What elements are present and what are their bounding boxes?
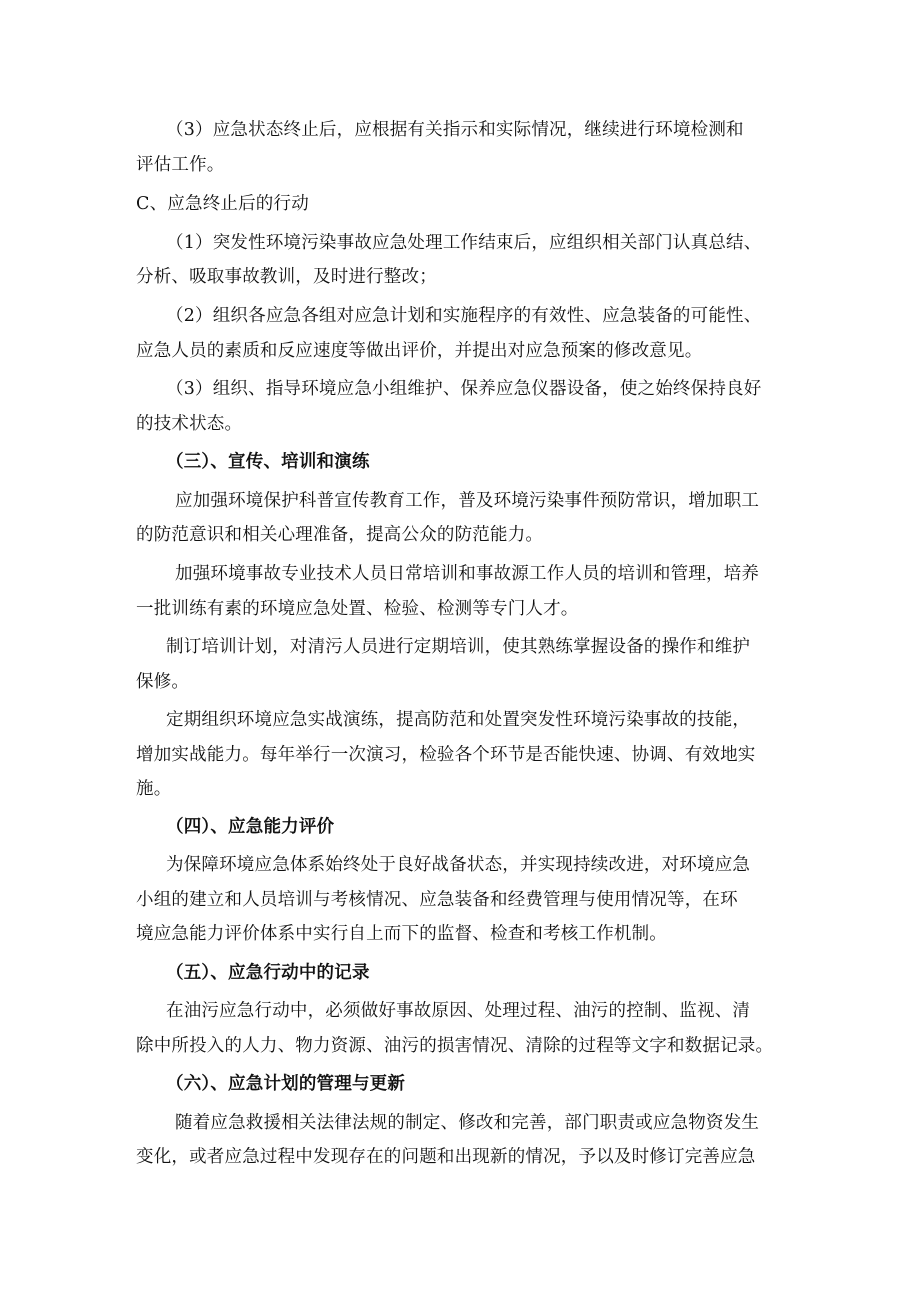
paragraph-line: 的技术状态。 (136, 414, 243, 434)
paragraph-line: 一批训练有素的环境应急处置、检验、检测等专门人才。 (136, 599, 579, 619)
paragraph-line: （1）突发性环境污染事故应急处理工作结束后，应组织相关部门认真总结、 (166, 233, 762, 253)
paragraph-line: 评估工作。 (136, 155, 225, 175)
paragraph-line: 保修。 (136, 672, 190, 692)
paragraph-line: 增加实战能力。每年举行一次演习，检验各个环节是否能快速、协调、有效地实 (136, 745, 756, 765)
section-heading: （四）、应急能力评价 (166, 817, 335, 837)
paragraph-line: 分析、吸取事故教训，及时进行整改； (136, 267, 437, 287)
paragraph-line: （3）组织、指导环境应急小组维护、保养应急仪器设备，使之始终保持良好 (166, 379, 762, 399)
section-heading: （六）、应急计划的管理与更新 (166, 1074, 406, 1094)
paragraph-line: 境应急能力评价体系中实行自上而下的监督、检查和考核工作机制。 (136, 924, 667, 944)
paragraph-line: 为保障环境应急体系始终处于良好战备状态，并实现持续改进，对环境应急 (166, 855, 751, 875)
paragraph-line: 应急人员的素质和反应速度等做出评价，并提出对应急预案的修改意见。 (136, 341, 703, 361)
paragraph-line: 施。 (136, 779, 172, 799)
paragraph-line: 定期组织环境应急实战演练，提高防范和处置突发性环境污染事故的技能， (166, 710, 751, 730)
paragraph-line: （2）组织各应急各组对应急计划和实施程序的有效性、应急装备的可能性、 (166, 306, 762, 326)
paragraph-line: 在油污应急行动中，必须做好事故原因、处理过程、油污的控制、监视、清 (166, 1001, 751, 1021)
paragraph-line: 的防范意识和相关心理准备，提高公众的防范能力。 (136, 525, 544, 545)
section-subheading: C、应急终止后的行动 (136, 194, 309, 214)
section-heading: （三）、宣传、培训和演练 (166, 452, 370, 472)
paragraph-line: 变化，或者应急过程中发现存在的问题和出现新的情况，予以及时修订完善应急 (136, 1147, 756, 1167)
paragraph-line: （3）应急状态终止后，应根据有关指示和实际情况，继续进行环境检测和 (166, 120, 744, 140)
paragraph-line: 制订培训计划，对清污人员进行定期培训，使其熟练掌握设备的操作和维护 (166, 637, 751, 657)
paragraph-line: 加强环境事故专业技术人员日常培训和事故源工作人员的培训和管理，培养 (175, 564, 760, 584)
paragraph-line: 除中所投入的人力、物力资源、油污的损害情况、清除的过程等文字和数据记录。 (136, 1036, 774, 1056)
section-heading: （五）、应急行动中的记录 (166, 963, 370, 983)
paragraph-line: 应加强环境保护科普宣传教育工作，普及环境污染事件预防常识，增加职工 (175, 491, 760, 511)
paragraph-line: 随着应急救援相关法律法规的制定、修改和完善，部门职责或应急物资发生 (175, 1113, 760, 1133)
paragraph-line: 小组的建立和人员培训与考核情况、应急装备和经费管理与使用情况等，在环 (136, 890, 738, 910)
